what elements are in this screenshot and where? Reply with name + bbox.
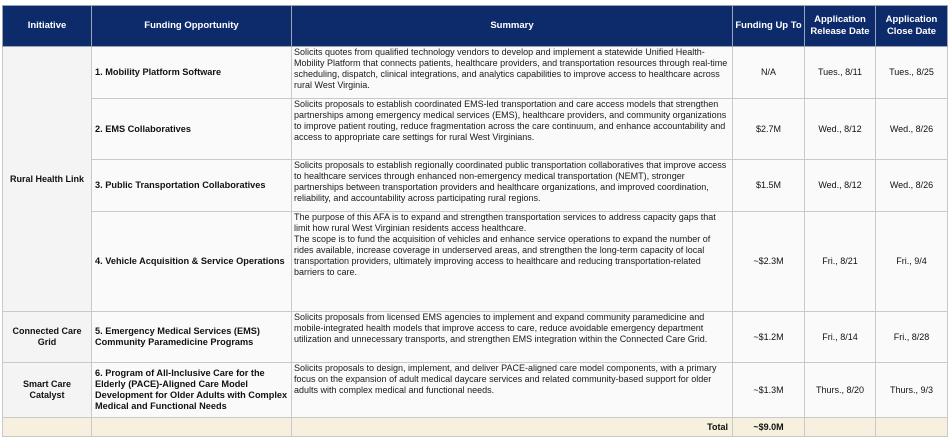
summary-cell: Solicits quotes from qualified technology vendors to develop and implement a statewide Unified Health-Mobility Platform that connects patients, healthcare providers, and transportation resources through real-time scheduling, dispatch, clinical integrations, and analytics capabilities to improve access to healthcare across rural West Virginia. xyxy=(292,47,733,99)
header-funding-opportunity: Funding Opportunity xyxy=(92,6,292,47)
total-empty-cell xyxy=(805,418,876,437)
close-date-cell: Fri., 8/28 xyxy=(876,312,948,363)
summary-cell: Solicits proposals to establish regionally coordinated public transportation collaboratives that improve access to healthcare services through enhanced non-emergency medical transportation (NEMT), stronger partnerships between transportation providers and healthcare organizations, and improved coordination, reliability, and accountability across participating rural regions. xyxy=(292,160,733,212)
header-initiative: Initiative xyxy=(3,6,92,47)
total-empty-cell xyxy=(3,418,92,437)
close-date-cell: Tues., 8/25 xyxy=(876,47,948,99)
funding-cell: $2.7M xyxy=(733,99,805,160)
release-date-cell: Fri., 8/14 xyxy=(805,312,876,363)
opportunity-cell: 5. Emergency Medical Services (EMS) Community Paramedicine Programs xyxy=(92,312,292,363)
total-empty-cell xyxy=(876,418,948,437)
release-date-cell: Thurs., 8/20 xyxy=(805,363,876,418)
opportunity-cell: 3. Public Transportation Collaboratives xyxy=(92,160,292,212)
opportunity-cell: 1. Mobility Platform Software xyxy=(92,47,292,99)
table-row xyxy=(3,99,948,160)
close-date-cell: Fri., 9/4 xyxy=(876,212,948,312)
header-summary: Summary xyxy=(292,6,733,47)
initiative-cell-smart-care-catalyst: Smart Care Catalyst xyxy=(3,363,92,418)
release-date-cell: Tues., 8/11 xyxy=(805,47,876,99)
summary-paragraph: The purpose of this AFA is to expand and strengthen transportation services to address capacity gaps that limit how rural West Virginian residents access healthcare. xyxy=(294,212,716,233)
release-date-cell: Wed., 8/12 xyxy=(805,160,876,212)
summary-cell: Solicits proposals to establish coordinated EMS-led transportation and care access models that strengthen partnerships among emergency medical services (EMS), healthcare providers, and community organizations to improve patient routing, reduce fragmentation across the care continuum, and enhance accountability and access to appropriate care settings for rural West Virginians. xyxy=(292,99,733,160)
initiative-cell-rural-health-link: Rural Health Link xyxy=(3,47,92,312)
release-date-cell: Wed., 8/12 xyxy=(805,99,876,160)
close-date-cell: Thurs., 9/3 xyxy=(876,363,948,418)
table-header-row xyxy=(3,6,948,47)
total-row xyxy=(3,418,948,437)
total-label: Total xyxy=(292,418,733,437)
funding-cell: ~$1.2M xyxy=(733,312,805,363)
funding-cell: N/A xyxy=(733,47,805,99)
close-date-cell: Wed., 8/26 xyxy=(876,160,948,212)
funding-cell: ~$2.3M xyxy=(733,212,805,312)
total-amount: ~$9.0M xyxy=(733,418,805,437)
close-date-cell: Wed., 8/26 xyxy=(876,99,948,160)
summary-cell: Solicits proposals to design, implement, and deliver PACE-aligned care model components, with a primary focus on the expansion of adult medical daycare services and related community-based support for older adults with complex medical and functional needs. xyxy=(292,363,733,418)
summary-cell: Solicits proposals from licensed EMS agencies to implement and expand community paramedicine and mobile-integrated health models that improve access to care, reduce avoidable emergency department utilization and unnecessary transports, and strengthen EMS integration within the Connected Care Grid. xyxy=(292,312,733,363)
header-release-date: Application Release Date xyxy=(805,6,876,47)
table-row xyxy=(3,47,948,99)
summary-paragraph: The scope is to fund the acquisition of vehicles and enhance service operations to expand the number of rides available, increase coverage in underserved areas, and strengthen the long-term capacity of local transportation providers, ultimately improving access to healthcare and reducing transportation-related barriers to care. xyxy=(294,234,711,277)
table-row xyxy=(3,312,948,363)
initiative-cell-connected-care-grid: Connected Care Grid xyxy=(3,312,92,363)
release-date-cell: Fri., 8/21 xyxy=(805,212,876,312)
table-row xyxy=(3,212,948,312)
table-row xyxy=(3,160,948,212)
total-empty-cell xyxy=(92,418,292,437)
funding-cell: $1.5M xyxy=(733,160,805,212)
funding-opportunities-table xyxy=(2,5,948,437)
opportunity-cell: 6. Program of All-Inclusive Care for the Elderly (PACE)-Aligned Care Model Development for Older Adults with Complex Medical and Functional Needs xyxy=(92,363,292,418)
header-funding-up-to: Funding Up To xyxy=(733,6,805,47)
summary-cell xyxy=(292,212,733,312)
opportunity-cell: 2. EMS Collaboratives xyxy=(92,99,292,160)
opportunity-cell: 4. Vehicle Acquisition & Service Operations xyxy=(92,212,292,312)
table-row xyxy=(3,363,948,418)
header-close-date: Application Close Date xyxy=(876,6,948,47)
funding-cell: ~$1.3M xyxy=(733,363,805,418)
